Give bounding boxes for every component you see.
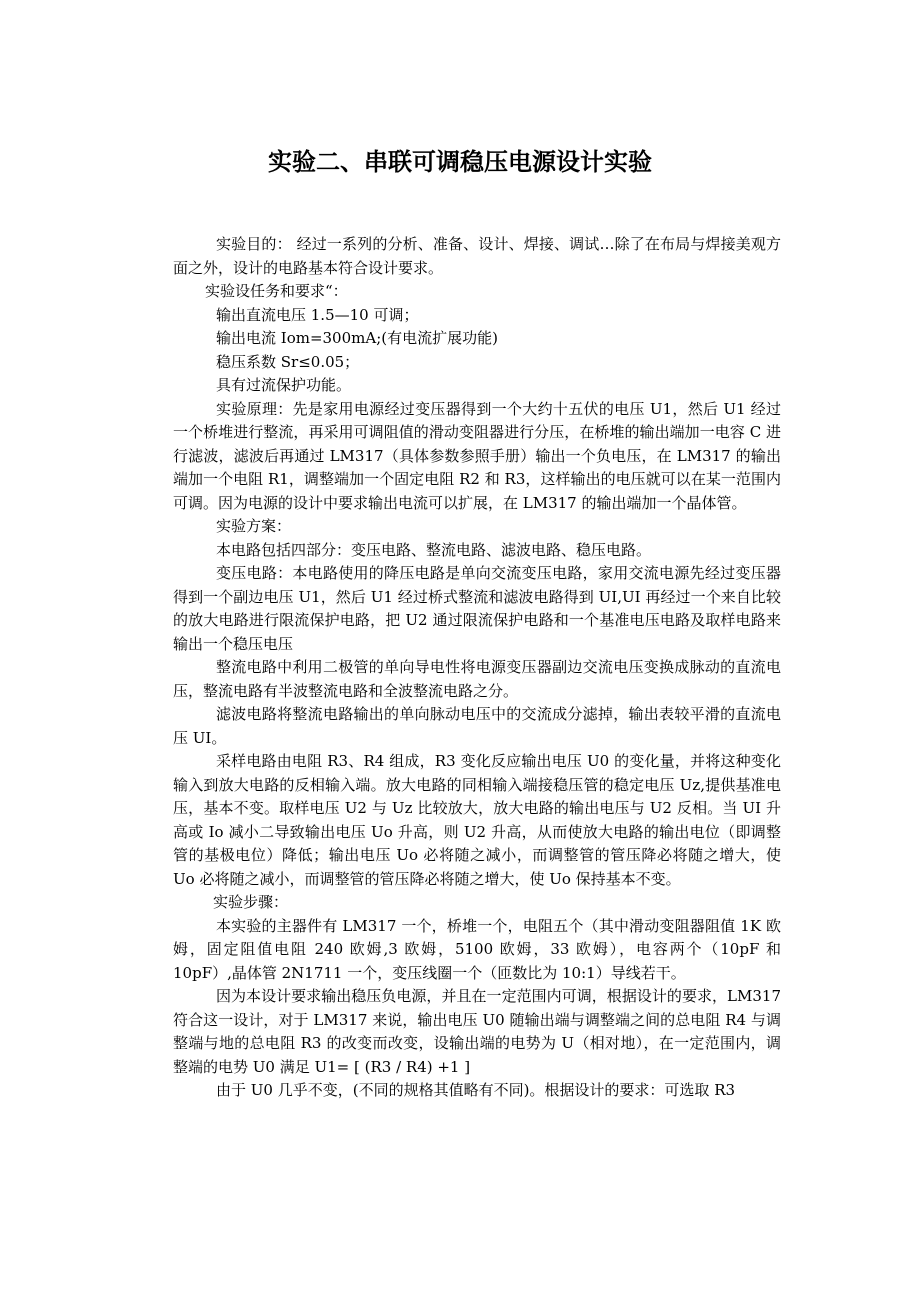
paragraph-rectifier-circuit: 整流电路中利用二极管的单向导电性将电源变压器副边交流电压变换成脉动的直流电压，整流电路有半波整流电路和全波整流电路之分。 <box>173 658 781 700</box>
paragraph-principle: 实验原理：先是家用电源经过变压器得到一个大约十五伏的电压 U1，然后 U1 经过一个桥堆进行整流，再采用可调阻值的滑动变阻器进行分压，在桥堆的输出端加一电容 C 进行滤波，滤波后再通过 LM317（具体参数参照手册）输出一个负电压，在 LM317 的输出端加一个电阻 R1，调整端加一个固定电阻 R2 和 R3，这样输出的电压就可以在某一范围内可调。因为电源的设计中要求输出电流可以扩展，在 LM317 的输出端加一个晶体管。 <box>173 399 781 512</box>
paragraph-purpose: 实验目的： 经过一系列的分析、准备、设计、焊接、调试…除了在布局与焊接美观方面之外，设计的电路基本符合设计要求。 <box>173 235 781 277</box>
document-body <box>173 233 781 1103</box>
requirement-protection: 具有过流保护功能。 <box>216 376 352 394</box>
paragraph-requirements-heading: 实验设任务和要求“： <box>205 282 348 300</box>
paragraph-steps-heading: 实验步骤： <box>213 893 289 911</box>
paragraph-design-lm317: 因为本设计要求输出稳压负电源，并且在一定范围内可调，根据设计的要求，LM317 符合这一设计，对于 LM317 来说，输出电压 U0 随输出端与调整端之间的总电阻 R4 与调整端与地的总电阻 R3 的改变而改变，设输出端的电势为 U（相对地），在一定范围内，调整端的电势 U0 满足 U1= [ (R3 / R4) +1 ] <box>173 987 781 1076</box>
paragraph-transformer-circuit: 变压电路：本电路使用的降压电路是单向交流变压电路，家用交流电源先经过变压器得到一个副边电压 U1，然后 U1 经过桥式整流和滤波电路得到 UI,UI 再经过一个来自比较的放大电路进行限流保护电路，把 U2 通过限流保护电路和一个基准电压电路及取样电路来输出一个稳压电压 <box>173 564 781 653</box>
requirement-current: 输出电流 Iom=300mA;(有电流扩展功能) <box>216 329 498 347</box>
requirement-voltage: 输出直流电压 1.5—10 可调； <box>216 305 419 324</box>
requirement-stability: 稳压系数 Sr≤0.05； <box>216 352 360 371</box>
paragraph-selection: 由于 U0 几乎不变，(不同的规格其值略有不同)。根据设计的要求：可选取 R3 <box>216 1081 736 1099</box>
paragraph-sampling-circuit: 采样电路由电阻 R3、R4 组成，R3 变化反应输出电压 U0 的变化量，并将这种变化输入到放大电路的反相输入端。放大电路的同相输入端接稳压管的稳定电压 Uz,提供基准电压，基本不变。取样电压 U2 与 Uz 比较放大，放大电路的输出电压与 U2 反相。当 UI 升高或 Io 减小二导致输出电压 Uo 升高，则 U2 升高，从而使放大电路的输出电位（即调整管的基极电位）降低；输出电压 Uo 必将随之减小，而调整管的管压降必将随之增大，使 Uo 必将随之减小，而调整管的管压降必将随之增大，使 Uo 保持基本不变。 <box>173 752 781 888</box>
document-title: 实验二、串联可调稳压电源设计实验 <box>268 148 652 176</box>
paragraph-plan-heading: 实验方案： <box>216 517 292 535</box>
paragraph-plan-overview: 本电路包括四部分：变压电路、整流电路、滤波电路、稳压电路。 <box>216 540 652 559</box>
paragraph-components: 本实验的主器件有 LM317 一个，桥堆一个，电阻五个（其中滑动变阻器阻值 1K 欧姆，固定阻值电阻 240 欧姆,3 欧姆，5100 欧姆，33 欧姆），电容两个（10pF 和 10pF）,晶体管 2N1711 一个，变压线圈一个（匝数比为 10:1）导线若干。 <box>173 916 781 982</box>
paragraph-filter-circuit: 滤波电路将整流电路输出的单向脉动电压中的交流成分滤掉，输出表较平滑的直流电压 UI。 <box>173 705 781 747</box>
